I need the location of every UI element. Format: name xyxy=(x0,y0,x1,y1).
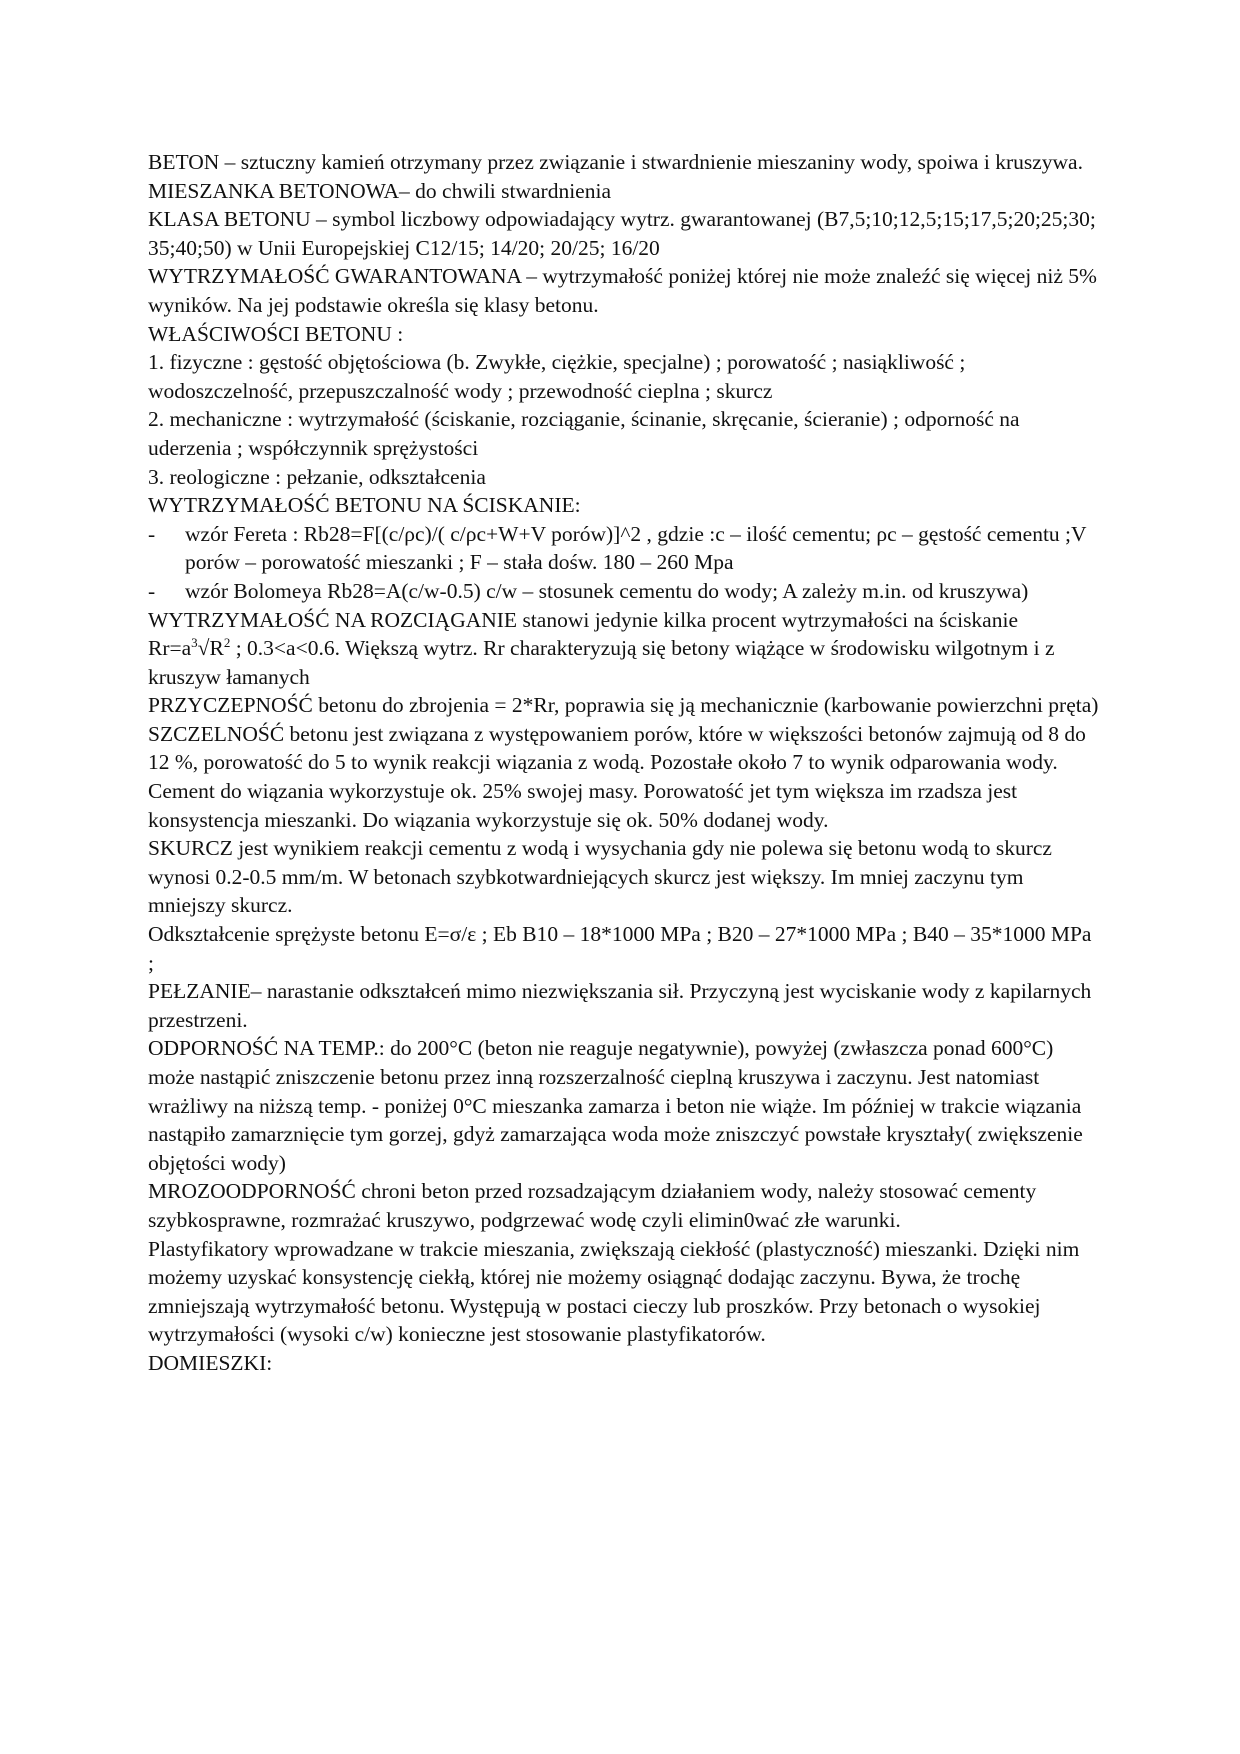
paragraph-szczelnosc: SZCZELNOŚĆ betonu jest związana z występowaniem porów, które w większości betonów zajmują od 8 do 12 %, porowatość do 5 to wynik reakcji wiązania z wodą. Pozostałe około 7 to wynik odparowania wody. Cement do wiązania wykorzystuje ok. 25% swojej masy. Porowatość jet tym większa im rzadsza jest konsystencja mieszanki. Do wiązania wykorzystuje się ok. 50% dodanej wody. xyxy=(148,721,1086,832)
paragraph-skurcz: SKURCZ jest wynikiem reakcji cementu z wodą i wysychania gdy nie polewa się betonu wodą to skurcz wynosi 0.2-0.5 mm/m. W betonach szybkotwardniejących skurcz jest większy. Im mniej zaczynu tym mniejszy skurcz. xyxy=(148,836,1052,918)
document-body xyxy=(148,148,1100,1378)
heading-sciskanie: WYTRZYMAŁOŚĆ BETONU NA ŚCISKANIE: xyxy=(148,493,581,518)
list-item xyxy=(148,577,1100,606)
root-symbol: √R xyxy=(197,636,224,661)
formula-list xyxy=(148,520,1100,606)
paragraph-pelzanie: PEŁZANIE– narastanie odkształceń mimo niezwiększania sił. Przyczyną jest wyciskanie wody z kapilarnych przestrzeni. xyxy=(148,979,1092,1032)
list-item-fizyczne: 1. fizyczne : gęstość objętościowa (b. Zwykłe, ciężkie, specjalne) ; porowatość ; nasiąkliwość ; wodoszczelność, przepuszczalność wody ; przewodność cieplna ; skurcz xyxy=(148,350,966,403)
definition-mieszanka: MIESZANKA BETONOWA– do chwili stwardnienia xyxy=(148,178,611,203)
paragraph-plastyfikatory: Plastyfikatory wprowadzane w trakcie mieszania, zwiększają ciekłość (plastyczność) mieszanki. Dzięki nim możemy uzyskać konsystencję ciekłą, której nie możemy osiągnąć dodając zaczynu. Bywa, że trochę zmniejszają wytrzymałość betonu. Występują w postaci cieczy lub proszków. Przy betonach o wysokiej wytrzymałości (wysoki c/w) konieczne jest stosowanie plastyfikatorów. xyxy=(148,1236,1080,1347)
definition-beton: BETON – sztuczny kamień otrzymany przez związanie i stwardnienie mieszaniny wody, spoiwa i kruszywa. xyxy=(148,150,1083,174)
list-item-reologiczne: 3. reologiczne : pełzanie, odkształcenia xyxy=(148,464,486,489)
rozciaganie-text-end: ; 0.3<a<0.6. Większą wytrz. Rr charakteryzują się betony wiążące w środowisku wilgotnym i z kruszyw łamanych xyxy=(148,636,1055,689)
list-item-mechaniczne: 2. mechaniczne : wytrzymałość (ściskanie, rozciąganie, ścinanie, skręcanie, ścieranie) ; odporność na uderzenia ; współczynnik sprężystości xyxy=(148,407,1020,460)
definition-klasa: KLASA BETONU – symbol liczbowy odpowiadający wytrz. gwarantowanej (B7,5;10;12,5;15;17,5;20;25;30; 35;40;50) w Unii Europejskiej C12/15; 14/20; 20/25; 16/20 xyxy=(148,207,1096,260)
paragraph-przyczepnosc: PRZYCZEPNOŚĆ betonu do zbrojenia = 2*Rr, poprawia się ją mechanicznie (karbowanie powierzchni pręta) xyxy=(148,693,1099,718)
bullet-dash: - xyxy=(148,521,156,546)
paragraph-mrozoodpornosc: MROZOODPORNOŚĆ chroni beton przed rozsadzającym działaniem wody, należy stosować cementy szybkosprawne, rozmrażać kruszywo, podgrzewać wodę czyli elimin0wać złe warunki. xyxy=(148,1179,1037,1232)
heading-domieszki: DOMIESZKI: xyxy=(148,1350,273,1375)
bullet-dash: - xyxy=(148,578,156,603)
heading-wlasciwosci: WŁAŚCIWOŚCI BETONU : xyxy=(148,321,404,346)
paragraph-rozciaganie xyxy=(148,606,1100,692)
square-exponent: 2 xyxy=(223,634,231,650)
paragraph-odpornosc-temp: ODPORNOŚĆ NA TEMP.: do 200°C (beton nie reaguje negatywnie), powyżej (zwłaszcza ponad 600°C) może nastąpić zniszczenie betonu przez inną rozszerzalność cieplną kruszywa i zaczynu. Jest natomiast wrażliwy na niższą temp. - poniżej 0°C mieszanka zamarza i beton nie wiąże. Im później w trakcie wiązania nastąpiło zamarznięcie tym gorzej, gdyż zamarzająca woda może zniszczyć powstałe kryształy( zwiększenie objętości wody) xyxy=(148,1036,1083,1175)
cube-root-index: 3 xyxy=(191,634,198,650)
paragraph-odksztalcenie: Odkształcenie sprężyste betonu E=σ/ε ; Eb B10 – 18*1000 MPa ; B20 – 27*1000 MPa ; B40 – 35*1000 MPa ; xyxy=(148,922,1092,975)
rozciaganie-text-start: WYTRZYMAŁOŚĆ NA ROZCIĄGANIE stanowi jedynie kilka procent wytrzymałości na ściskanie Rr=a xyxy=(148,607,1018,661)
list-item xyxy=(148,520,1100,577)
formula-bolomeya: wzór Bolomeya Rb28=A(c/w-0.5) c/w – stosunek cementu do wody; A zależy m.in. od kruszywa) xyxy=(185,578,1029,603)
definition-wytrzymalosc-gwarantowana: WYTRZYMAŁOŚĆ GWARANTOWANA – wytrzymałość poniżej której nie może znaleźć się więcej niż 5% wyników. Na jej podstawie określa się klasy betonu. xyxy=(148,264,1097,317)
formula-fereta: wzór Fereta : Rb28=F[(c/ρc)/( c/ρc+W+V porów)]^2 , gdzie :c – ilość cementu; ρc – gęstość cementu ;V porów – porowatość mieszanki ; F – stała dośw. 180 – 260 Mpa xyxy=(185,521,1087,575)
